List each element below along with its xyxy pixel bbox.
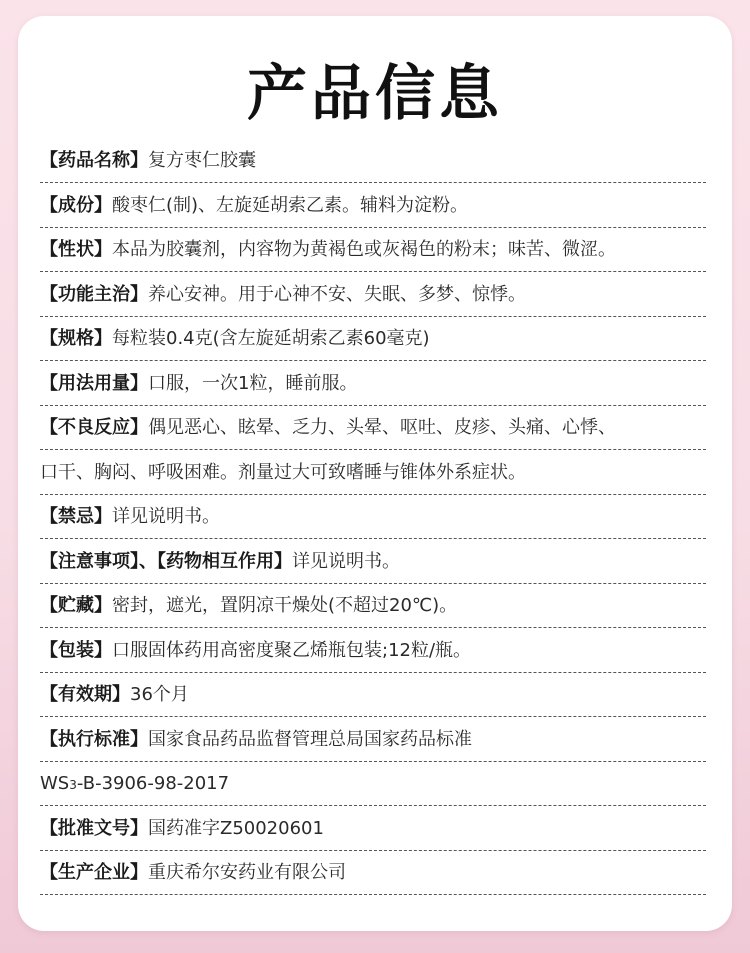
row-label: 【有效期】 [40,684,130,705]
row-dosage [40,363,706,406]
standard-code-prefix: WS [40,773,70,794]
row-label: 【生产企业】 [40,862,148,883]
row-text: 详见说明书。 [112,506,220,527]
row-text: 口干、胸闷、呼吸困难。剂量过大可致嗜睡与锥体外系症状。 [40,461,526,483]
row-text: 详见说明书。 [292,550,400,572]
info-list [40,140,706,897]
row-manufacturer [40,852,706,895]
page-title: 产品信息 [247,59,503,129]
standard-code-suffix: -B-3906-98-2017 [76,773,230,794]
row-text: 36个月 [130,684,189,705]
row-label: 【药品名称】 [40,150,148,171]
row-text: 国家食品药品监督管理总局国家药品标准 [148,728,472,750]
row-contraindications [40,496,706,539]
row-text: 酸枣仁(制)、左旋延胡索乙素。辅料为淀粉。 [112,194,469,216]
row-adverse-reactions-cont [40,452,706,495]
standard-code-subscript: 3 [69,778,77,792]
row-text: 本品为胶囊剂，内容物为黄褐色或灰褐色的粉末；味苦、微涩。 [112,239,616,260]
row-text: 偶见恶心、眩晕、乏力、头晕、呕吐、皮疹、头痛、心悸、 [148,417,616,438]
row-ingredients [40,185,706,228]
row-text: 重庆希尔安药业有限公司 [148,862,346,883]
row-adverse-reactions [40,407,706,450]
row-label: 【不良反应】 [40,417,148,438]
row-label: 【功能主治】 [40,283,148,305]
row-label: 【批准文号】 [40,817,148,839]
row-text: 复方枣仁胶囊 [148,150,256,171]
row-label: 【包装】 [40,639,112,661]
row-label: 【性状】 [40,239,112,260]
row-package [40,630,706,673]
row-indications [40,274,706,317]
row-label: 【禁忌】 [40,506,112,527]
row-standard-code [40,763,706,806]
row-text: 国药准字Z50020601 [148,817,324,839]
row-text: 养心安神。用于心神不安、失眠、多梦、惊悸。 [148,283,526,305]
row-appearance [40,229,706,272]
row-label: 【成份】 [40,194,112,216]
product-info-card [18,16,732,931]
row-approval-number [40,808,706,851]
row-text: 口服，一次1粒，睡前服。 [148,372,358,394]
row-text: 口服固体药用高密度聚乙烯瓶包装;12粒/瓶。 [112,639,472,661]
row-precautions [40,541,706,584]
row-text: 每粒装0.4克(含左旋延胡索乙素60毫克) [112,328,430,349]
row-drug-name [40,140,706,183]
row-label: 【执行标准】 [40,728,148,750]
row-specification [40,318,706,361]
row-label: 【用法用量】 [40,372,148,394]
row-standard [40,719,706,762]
row-label: 【规格】 [40,328,112,349]
row-text: 密封，遮光，置阴凉干燥处(不超过20℃)。 [112,595,458,616]
row-storage [40,585,706,628]
row-label: 【注意事项】、【药物相互作用】 [40,550,292,572]
row-validity [40,674,706,717]
row-label: 【贮藏】 [40,595,112,616]
